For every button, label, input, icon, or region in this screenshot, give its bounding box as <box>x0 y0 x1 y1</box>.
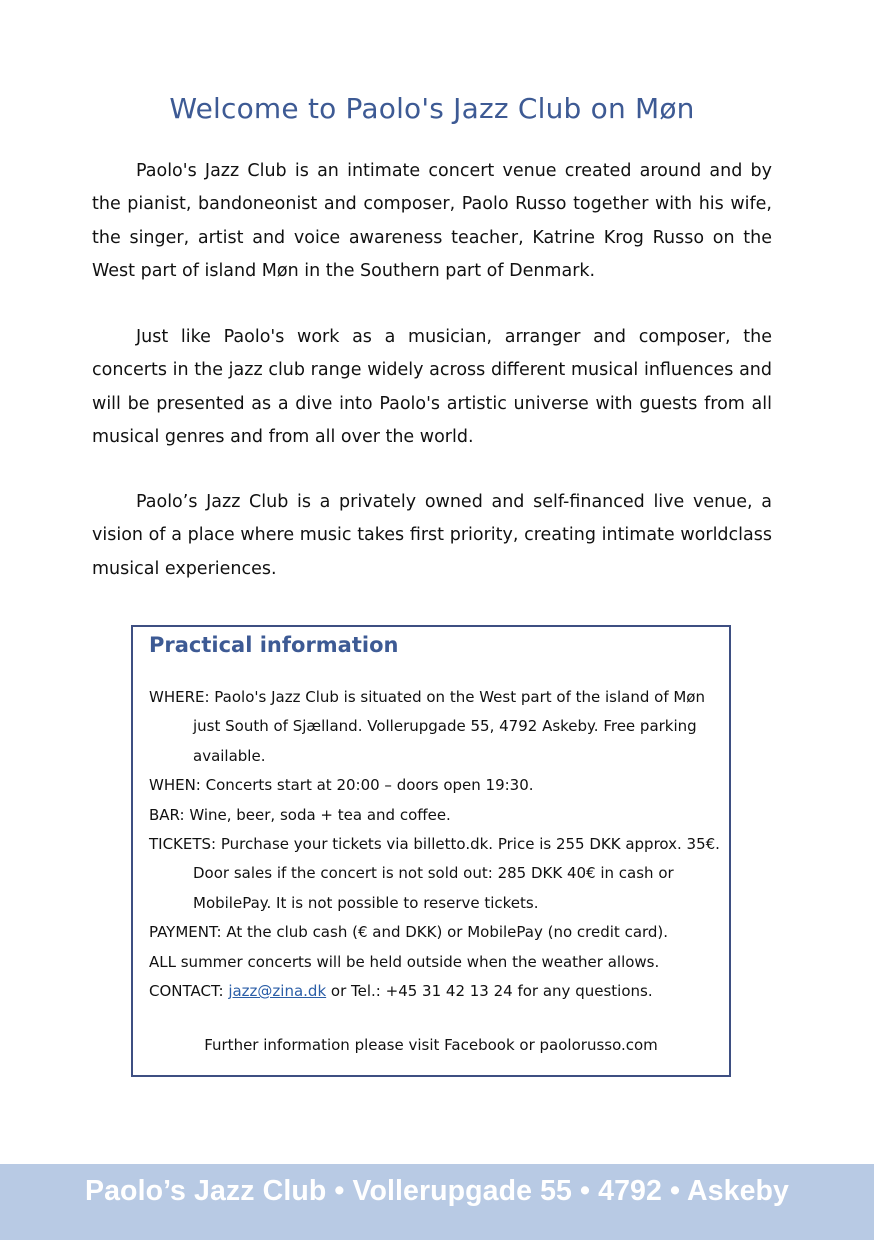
info-contact <box>149 977 724 1006</box>
practical-info-box <box>131 625 731 1077</box>
info-summer: ALL summer concerts will be held outside when the weather allows. <box>149 952 660 971</box>
further-info: Further information please visit Facebook or paolorusso.com <box>204 1036 658 1054</box>
practical-info-heading: Practical information <box>149 633 399 657</box>
music-paragraph: Just like Paolo's work as a musician, arranger and composer, the concerts in the jazz club range widely across different musical influences and will be presented as a dive into Paolo's artistic universe with guests from all musical genres and from all over the world. <box>92 327 772 447</box>
practical-info-list <box>149 683 724 1006</box>
page-title: Welcome to Paolo's Jazz Club on Møn <box>169 92 695 125</box>
info-when: WHEN: Concerts start at 20:00 – doors open 19:30. <box>149 776 534 795</box>
info-bar: BAR: Wine, beer, soda + tea and coffee. <box>149 805 451 824</box>
contact-prefix: CONTACT: <box>149 982 229 1001</box>
info-where: WHERE: Paolo's Jazz Club is situated on the West part of the island of Møn just South of Sjælland. Vollerupgade 55, 4792 Askeby. Free parking available. <box>149 688 705 765</box>
footer-bar <box>0 1164 874 1240</box>
intro-paragraph: Paolo's Jazz Club is an intimate concert venue created around and by the pianist, bandoneonist and composer, Paolo Russo together with his wife, the singer, artist and voice awareness teacher, Katrine Krog Russo on the West part of island Møn in the Southern part of Denmark. <box>92 161 772 281</box>
contact-email-link[interactable]: jazz@zina.dk <box>228 982 327 1001</box>
footer-address: Paolo’s Jazz Club • Vollerupgade 55 • 4792 • Askeby <box>85 1175 789 1207</box>
info-tickets: TICKETS: Purchase your tickets via billetto.dk. Price is 255 DKK approx. 35€. Door sales if the concert is not sold out: 285 DKK 40€ in cash or MobilePay. It is not possible to reserve tickets. <box>149 835 720 912</box>
contact-suffix: or Tel.: +45 31 42 13 24 for any questions. <box>326 982 653 1001</box>
info-payment: PAYMENT: At the club cash (€ and DKK) or MobilePay (no credit card). <box>149 923 669 942</box>
venue-paragraph: Paolo’s Jazz Club is a privately owned and self-financed live venue, a vision of a place where music takes first priority, creating intimate worldclass musical experiences. <box>92 492 772 579</box>
